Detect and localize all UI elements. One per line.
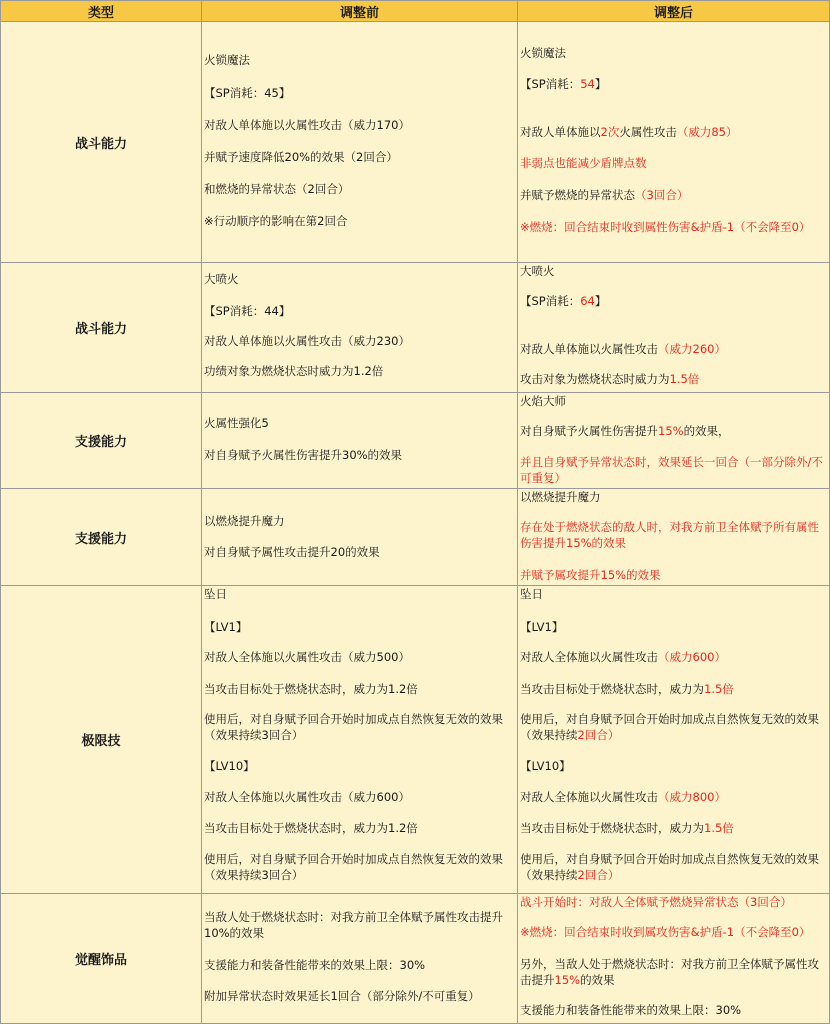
text-line bbox=[204, 619, 511, 635]
text-line bbox=[520, 454, 823, 486]
text-line bbox=[520, 219, 823, 235]
header-after: 调整后 bbox=[518, 0, 830, 22]
changed-text: ※燃烧：回合结束时收到属性伤害&护盾-1（不会降至0） bbox=[520, 220, 811, 234]
text-line bbox=[204, 649, 511, 665]
text-segment: 对敌人全体施以火属性攻击 bbox=[520, 790, 658, 804]
text-segment: 火锁魔法 bbox=[204, 53, 250, 67]
text-segment: 以燃烧提升魔力 bbox=[204, 514, 285, 528]
text-line bbox=[204, 333, 511, 349]
text-segment: 当攻击目标处于燃烧状态时，威力为 bbox=[520, 821, 704, 835]
text-line bbox=[520, 851, 823, 883]
cell-after bbox=[518, 894, 830, 1024]
cell-before bbox=[202, 894, 518, 1024]
text-line bbox=[520, 187, 823, 203]
text-line bbox=[520, 1002, 823, 1018]
text-segment: 使用后，对自身赋予回合开始时加成点自然恢复无效的效果（效果持续3回合） bbox=[204, 712, 503, 742]
text-segment: 附加异常状态时效果延长1回合（部分除外/不可重复） bbox=[204, 989, 480, 1003]
text-line bbox=[520, 619, 823, 635]
cell-before bbox=[202, 263, 518, 393]
text-line bbox=[204, 681, 511, 697]
text-segment: 火锁魔法 bbox=[520, 46, 566, 60]
text-segment: 使用后，对自身赋予回合开始时加成点自然恢复无效的效果（效果持续 bbox=[520, 852, 819, 882]
text-line bbox=[520, 519, 823, 551]
cell-before bbox=[202, 393, 518, 489]
text-segment: 对敌人单体施以火属性攻击（威力170） bbox=[204, 118, 410, 132]
text-segment: 对自身赋予火属性伤害提升30%的效果 bbox=[204, 448, 403, 462]
text-segment: 当攻击目标处于燃烧状态时，威力为1.2倍 bbox=[204, 821, 418, 835]
text-segment: 【SP消耗：45】 bbox=[204, 86, 291, 100]
text-segment: 坠日 bbox=[520, 587, 543, 601]
text-segment: 对敌人单体施以 bbox=[520, 125, 601, 139]
changed-text: 54 bbox=[580, 77, 595, 91]
text-segment: 对自身赋予属性攻击提升20的效果 bbox=[204, 545, 380, 559]
text-line bbox=[520, 894, 823, 910]
text-segment: 【LV10】 bbox=[204, 759, 255, 773]
text-segment: 火焰大师 bbox=[520, 394, 566, 408]
changed-text: 15% bbox=[658, 424, 684, 438]
text-line bbox=[520, 293, 823, 309]
text-line bbox=[520, 820, 823, 836]
changed-text: 64 bbox=[580, 294, 595, 308]
changed-text: 存在处于燃烧状态的敌人时，对我方前卫全体赋予所有属性伤害提升15%的效果 bbox=[520, 520, 819, 550]
text-segment: 【SP消耗： bbox=[520, 294, 581, 308]
text-segment: 使用后，对自身赋予回合开始时加成点自然恢复无效的效果（效果持续 bbox=[520, 712, 819, 742]
text-line bbox=[204, 988, 511, 1004]
changed-text: 非弱点也能减少盾牌点数 bbox=[520, 156, 647, 170]
changed-text: （3回合） bbox=[635, 188, 689, 202]
cell-after bbox=[518, 393, 830, 489]
changed-text: （威力260） bbox=[658, 342, 726, 356]
changed-text: 15% bbox=[554, 973, 581, 987]
text-segment: 以燃烧提升魔力 bbox=[520, 490, 601, 504]
text-segment: 当敌人处于燃烧状态时：对我方前卫全体赋予属性攻击提升10%的效果 bbox=[204, 910, 503, 940]
cell-after bbox=[518, 489, 830, 586]
text-line bbox=[204, 181, 511, 197]
text-line bbox=[204, 544, 511, 560]
text-line bbox=[520, 924, 823, 940]
text-segment: 】 bbox=[594, 77, 607, 91]
text-segment: 并赋予速度降低20%的效果（2回合） bbox=[204, 150, 398, 164]
row-type: 极限技 bbox=[0, 586, 202, 894]
text-segment: 对敌人单体施以火属性攻击（威力230） bbox=[204, 334, 410, 348]
row-type: 战斗能力 bbox=[0, 263, 202, 393]
changed-text: （威力85） bbox=[676, 125, 738, 139]
changed-text: 并且自身赋予异常状态时，效果延长一回合（一部分除外/不可重复） bbox=[520, 455, 823, 485]
text-segment: 使用后，对自身赋予回合开始时加成点自然恢复无效的效果（效果持续3回合） bbox=[204, 852, 503, 882]
text-line bbox=[520, 586, 823, 602]
cell-before bbox=[202, 22, 518, 263]
text-line bbox=[520, 155, 823, 171]
changed-text: 并赋予属攻提升15%的效果 bbox=[520, 568, 661, 582]
text-segment: 的效果， bbox=[683, 424, 730, 438]
text-segment: 大喷火 bbox=[204, 272, 239, 286]
header-type: 类型 bbox=[0, 0, 202, 22]
text-line bbox=[204, 363, 511, 379]
text-line bbox=[204, 758, 511, 774]
text-line bbox=[204, 711, 511, 743]
text-segment: 并赋予燃烧的异常状态 bbox=[520, 188, 635, 202]
text-segment: 】 bbox=[594, 294, 607, 308]
text-line bbox=[204, 513, 511, 529]
text-segment: 支援能力和装备性能带来的效果上限：30% bbox=[204, 958, 426, 972]
row-type: 战斗能力 bbox=[0, 22, 202, 263]
text-segment: ※行动顺序的影响在第2回合 bbox=[204, 214, 348, 228]
text-line bbox=[520, 681, 823, 697]
text-line bbox=[520, 124, 823, 140]
text-line bbox=[204, 586, 511, 602]
text-line bbox=[204, 447, 511, 463]
text-line bbox=[520, 711, 823, 743]
text-segment: 【LV1】 bbox=[204, 620, 248, 634]
changed-text: （威力800） bbox=[658, 790, 726, 804]
changed-text: （威力600） bbox=[658, 650, 726, 664]
row-type: 支援能力 bbox=[0, 489, 202, 586]
row-type: 觉醒饰品 bbox=[0, 894, 202, 1024]
cell-after bbox=[518, 22, 830, 263]
text-line bbox=[204, 149, 511, 165]
text-line bbox=[204, 117, 511, 133]
text-line bbox=[204, 52, 511, 68]
row-type: 支援能力 bbox=[0, 393, 202, 489]
text-segment: 的效果 bbox=[580, 973, 615, 987]
text-segment: 当攻击目标处于燃烧状态时，威力为 bbox=[520, 682, 704, 696]
text-line bbox=[520, 567, 823, 583]
text-line bbox=[204, 789, 511, 805]
changed-text: 1.5倍 bbox=[704, 682, 734, 696]
cell-before bbox=[202, 586, 518, 894]
text-line bbox=[520, 76, 823, 92]
text-line bbox=[520, 649, 823, 665]
text-segment: 火属性攻击 bbox=[619, 125, 677, 139]
text-segment: 坠日 bbox=[204, 587, 227, 601]
text-line bbox=[204, 957, 511, 973]
cell-after bbox=[518, 263, 830, 393]
changed-text: 战斗开始时：对敌人全体赋予燃烧异常状态（3回合） bbox=[520, 895, 792, 909]
text-line bbox=[204, 909, 511, 941]
text-segment: 功绩对象为燃烧状态时威力为1.2倍 bbox=[204, 364, 384, 378]
text-segment: 另外，当敌人处于燃烧状态时：对我方前卫全体赋予属性攻击提升 bbox=[520, 957, 819, 987]
text-segment: 对敌人全体施以火属性攻击 bbox=[520, 650, 658, 664]
text-segment: 当攻击目标处于燃烧状态时，威力为1.2倍 bbox=[204, 682, 418, 696]
text-segment: 支援能力和装备性能带来的效果上限：30% bbox=[520, 1003, 742, 1017]
text-line bbox=[204, 213, 511, 229]
text-line bbox=[520, 956, 823, 988]
text-segment: 和燃烧的异常状态（2回合） bbox=[204, 182, 350, 196]
changed-text: 2回合） bbox=[577, 868, 620, 882]
header-before: 调整前 bbox=[202, 0, 518, 22]
text-line bbox=[520, 423, 823, 439]
text-line bbox=[204, 303, 511, 319]
text-line bbox=[204, 271, 511, 287]
text-line bbox=[204, 851, 511, 883]
text-line bbox=[520, 489, 823, 505]
text-line bbox=[204, 85, 511, 101]
text-segment: 【LV1】 bbox=[520, 620, 564, 634]
text-line bbox=[204, 415, 511, 431]
changed-text: ※燃烧：回合结束时收到属攻伤害&护盾-1（不会降至0） bbox=[520, 925, 811, 939]
text-segment: 对敌人全体施以火属性攻击（威力500） bbox=[204, 650, 410, 664]
text-line bbox=[520, 758, 823, 774]
text-line bbox=[520, 393, 823, 409]
text-line bbox=[520, 45, 823, 61]
cell-after bbox=[518, 586, 830, 894]
text-line bbox=[520, 789, 823, 805]
text-line bbox=[520, 371, 823, 387]
changed-text: 1.5倍 bbox=[704, 821, 734, 835]
text-segment: 对自身赋予火属性伤害提升 bbox=[520, 424, 658, 438]
text-segment: 火属性强化5 bbox=[204, 416, 269, 430]
text-line bbox=[520, 263, 823, 279]
cell-before bbox=[202, 489, 518, 586]
changed-text: 2回合） bbox=[577, 728, 620, 742]
text-segment: 攻击对象为燃烧状态时威力为 bbox=[520, 372, 670, 386]
text-line bbox=[520, 341, 823, 357]
changed-text: 2次 bbox=[600, 125, 620, 139]
text-segment: 【SP消耗：44】 bbox=[204, 304, 291, 318]
changed-text: 1.5倍 bbox=[669, 372, 700, 386]
text-segment: 【SP消耗： bbox=[520, 77, 581, 91]
text-segment: 对敌人全体施以火属性攻击（威力600） bbox=[204, 790, 410, 804]
text-segment: 大喷火 bbox=[520, 264, 555, 278]
text-segment: 对敌人单体施以火属性攻击 bbox=[520, 342, 658, 356]
text-line bbox=[204, 820, 511, 836]
text-segment: 【LV10】 bbox=[520, 759, 571, 773]
